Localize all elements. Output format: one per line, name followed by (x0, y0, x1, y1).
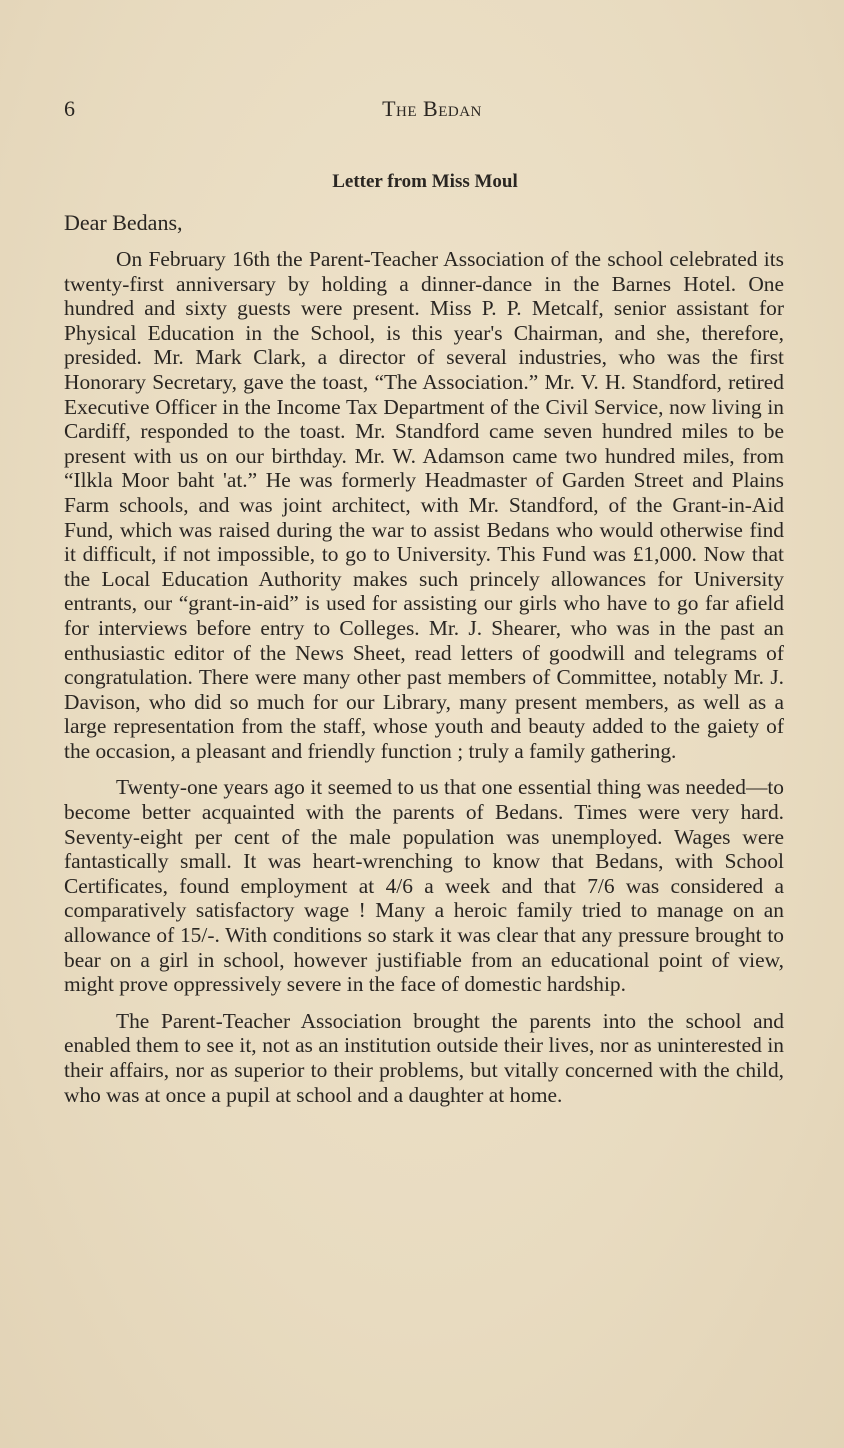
running-head (64, 96, 784, 126)
page-number: 6 (64, 96, 75, 121)
paragraph-1: On February 16th the Parent-Teacher Association of the school celebrated its twenty-first anniversary by holding a dinner-dance in the Barnes Hotel. One hundred and sixty guests were present. Miss P. P. Metcalf, senior assistant for Physical Education in the School, is this year's Chairman, and she, therefore, presided. Mr. Mark Clark, a director of several industries, who was the first Honorary Secretary, gave the toast, “The Association.” Mr. V. H. Standford, retired Executive Officer in the Income Tax Department of the Civil Service, now living in Cardiff, responded to the toast. Mr. Standford came seven hundred miles to be present with us on our birthday. Mr. W. Adamson came two hundred miles, from “Ilkla Moor baht 'at.” He was formerly Headmaster of Garden Street and Plains Farm schools, and was joint architect, with Mr. Standford, of the Grant-in-Aid Fund, which was raised during the war to assist Bedans who would otherwise find it difficult, if not impossible, to go to University. This Fund was £1,000. Now that the Local Education Authority makes such princely allowances for University entrants, our “grant-in-aid” is used for assisting our girls who have to go far afield for interviews before entry to Colleges. Mr. J. Shearer, who was in the past an enthusiastic editor of the News Sheet, read letters of goodwill and telegrams of congratulation. There were many other past members of Committee, notably Mr. J. Davison, who did so much for our Library, many present members, as well as a large representation from the staff, whose youth and beauty added to the gaiety of the occasion, a pleasant and friendly function ; truly a family gathering. (64, 247, 784, 763)
letter-body (64, 247, 784, 1107)
journal-title: The Bedan (382, 96, 482, 121)
paragraph-2: Twenty-one years ago it seemed to us that one essential thing was needed—to become better acquainted with the parents of Bedans. Times were very hard. Seventy-eight per cent of the male population was unemployed. Wages were fantastically small. It was heart-wrenching to know that Bedans, with School Certificates, found employment at 4/6 a week and that 7/6 was considered a comparatively satisfactory wage ! Many a heroic family tried to manage on an allowance of 15/-. With conditions so stark it was clear that any pressure brought to bear on a girl in school, however justifiable from an educational point of view, might prove oppressively severe in the face of domestic hardship. (64, 775, 784, 997)
paragraph-3: The Parent-Teacher Association brought the parents into the school and enabled them to see it, not as an institution outside their lives, nor as uninterested in their affairs, nor as superior to their problems, but vitally concerned with the child, who was at once a pupil at school and a daughter at home. (64, 1008, 784, 1107)
article-title: Letter from Miss Moul (332, 171, 518, 192)
salutation: Dear Bedans, (64, 210, 183, 235)
